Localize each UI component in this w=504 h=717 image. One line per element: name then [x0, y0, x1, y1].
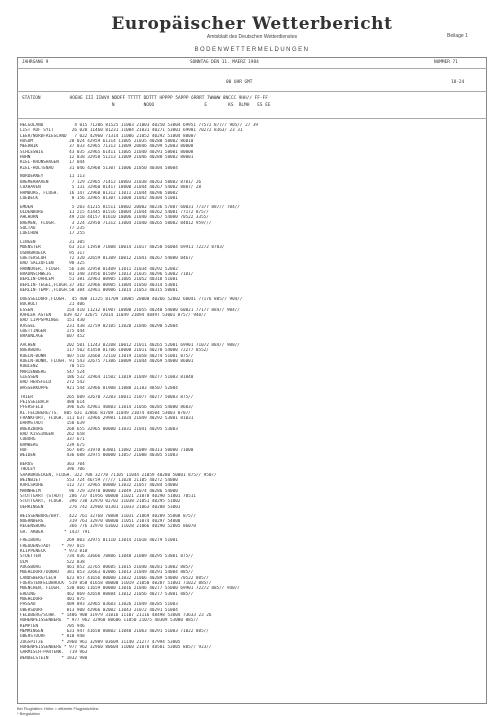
station-row: KARLSRUHE 112 727 32965 00000 11032 21057 40284 54000 — [20, 483, 178, 489]
station-row: BAD LIPPSPRINGE 151 430 — [20, 318, 85, 324]
station-row: LUECHOW 17 255 — [20, 231, 85, 237]
station-row: MUENCHEN, FLUGH. 530 866 11659 80000 11016 21046 40277 55000 69901 72272 885// 940// — [20, 586, 240, 592]
station-row: PFERSFELD 396 626 42961 40803 11014 21056 40285 54000 8603/ — [20, 405, 194, 411]
observation-time: 00 UHR GMT — [226, 80, 253, 85]
station-row: BOCHOLT 21 406 — [20, 302, 85, 308]
station-row: KLIPPENECK * 973 818 — [20, 548, 88, 554]
station-row: THOLEY 396 706 — [20, 467, 85, 473]
subtitle: Amtsblatt des Deutschen Wetterdienstes — [206, 34, 298, 40]
station-row: BRAUNLAGE 607 452 — [20, 334, 85, 340]
station-row: SCHLESWIG 43 035 32965 61411 11005 21040 40291 58001 80008 — [20, 149, 194, 155]
time-range: 18-24 — [451, 80, 465, 85]
station-row: MUEHLDORF/DONAU 381 853 32663 02006 11013 21049 40291 54004 885// — [20, 570, 194, 576]
station-row: KL.FELDBERG/TS. 805 631 32866 81709 11049 21074 48504 53003 8707/ — [20, 410, 191, 416]
station-row: BERLIN-TEMP.,FLUGH.50 384 32961 00906 11014 21053 40315 50001 — [20, 288, 178, 294]
station-row: FREIBURG 269 803 32975 01110 11014 21018 40279 51001 — [20, 538, 178, 544]
station-row: MEERWIK 37 033 42965 71313 11009 20046 40299 52003 80008 — [20, 144, 194, 150]
station-row: HOHENPEISSENBERG * 977 962 32960 80604 11060 21078 48501 53005 885// 923// — [20, 645, 212, 651]
station-row: NUERBURG 117 502 41458 81706 10008 21011 40270 54000 72277 8552/ — [20, 348, 209, 354]
station-row: KEMPTEN 705 946 — [20, 623, 85, 629]
station-row: ERDING 462 869 42658 80804 11012 21056 40277 53001 885// — [20, 591, 194, 597]
station-row: HOF 567 685 31978 03001 11082 21089 40313 50000 71000 — [20, 447, 194, 453]
column-header-line1: STATION HOEHE III IIWVV NDDFF TTTTT DDTTT HPPPP 5APPP 6RRRT 7WWWW 8NCCC 9HH// FF-FF — [22, 96, 268, 101]
station-row: STOETTEN 734 836 33666 70806 11048 21089 40295 53001 875// — [20, 554, 194, 560]
station-row: KOELN-BONN 407 510 32660 72110 11019 21058 40274 51001 875// — [20, 353, 194, 359]
station-row: LINGEN 31 305 — [20, 240, 85, 246]
station-row: SAARBRUECKEN, FLUGH. 322 708 32770 71105 11044 21059 40280 50001 875// 950// — [20, 472, 217, 478]
station-row: KOBLENZ 70 515 — [20, 364, 85, 370]
footnote-airport: Bei Flughäfen: Höhe = offizielle Flugplatzhöhe — [17, 706, 99, 711]
issue-number: NUMMER 71 — [434, 60, 458, 65]
station-row: OEHRINGEN 276 742 32960 01301 11033 21063 40288 53001 — [20, 504, 181, 510]
station-row: OBERSDORF 813 900 42966 02002 11043 21072 40291 51004 — [20, 607, 178, 613]
station-row: WEINBIET 553 724 46/59 ///// 11028 21105 40272 54000 — [20, 478, 178, 484]
station-row: GOETTINGEN 175 444 — [20, 328, 85, 334]
divider — [17, 91, 487, 92]
divider — [17, 68, 487, 69]
station-row: STUTTGART (STADT) 286 737 41956 00000 11021 21070 40290 51001 70511 — [20, 494, 196, 500]
station-row: MEMMINGEN 631 947 41650 80802 11040 21063 40291 51003 71022 885// — [20, 629, 209, 635]
station-row: NORDERNEY 11 113 — [20, 174, 85, 180]
station-row: CUXHAVEN 5 131 32960 81417 10000 21044 40267 54002 8807/ 28 — [20, 185, 202, 191]
station-row: WEIDEN 436 688 32975 00000 11057 21088 40305 51003 — [20, 453, 178, 459]
station-row: WUERZBURG 268 655 32965 00000 11031 21041 40295 53003 — [20, 426, 178, 432]
station-row: GARMISCH-PARTENK. 719 963 — [20, 650, 88, 656]
page-title: Europäischer Wetterbericht — [111, 14, 393, 34]
station-row: TRIER 265 609 32670 72203 10011 21077 40277 50003 875// — [20, 394, 194, 400]
station-row: KIEL-HOLTENAU 31 046 42960 51307 11006 21050 40304 58004 — [20, 165, 178, 171]
station-row: KIEL-KRONSHAGEN 17 044 — [20, 160, 85, 166]
station-row: FUERSTENFELDBRUCK 519 858 41658 80000 11019 21050 40287 51001 71022 885// — [20, 581, 212, 587]
beilage-label: Beilage 1 — [447, 33, 468, 39]
station-row: PEISSELBACH 480 614 — [20, 399, 85, 405]
station-row: LEER/NORDFRIESLAND 7 022 42960 71314 11006 21052 40292 51004 80007 — [20, 133, 196, 139]
station-row: BERLIN-DAHLEM 51 381 32963 00905 11005 21052 40318 51001 — [20, 277, 178, 283]
station-row: LUEBECK 8 156 32965 81307 11008 21042 40304 51001 — [20, 195, 178, 201]
station-row: BAD HERSFELD 272 542 — [20, 380, 85, 386]
station-row: HOHN 12 038 32958 51213 11009 21046 40288 58002 80001 — [20, 155, 194, 161]
station-row: BAD KISSINGEN 262 658 — [20, 431, 85, 437]
station-row: GR. ARBER * 1437 791 — [20, 529, 90, 535]
station-row: DARMSTADT 158 639 — [20, 421, 85, 427]
station-row: MUENSTER 63 313 11958 71808 10014 21017 40258 56004 69911 72272 8703/ — [20, 245, 225, 251]
station-table — [20, 123, 484, 661]
station-row: ULM 522 838 — [20, 559, 85, 565]
station-row: HAMBURG, FLUGH. 16 147 22960 01312 11011 21044 40296 58002 — [20, 190, 178, 196]
station-row: BERUS 363 704 — [20, 462, 85, 468]
station-row: BERLIN-TEGEL,FLUGH.37 382 32966 00905 11004 21050 40314 53001 — [20, 282, 178, 288]
station-row: LIST AUF SYLT 26 020 11460 81231 11004 21031 40271 53001 69901 70272 8363/ 23 31 — [20, 128, 243, 134]
station-row: AACHEN 202 501 11243 82208 10012 21011 40265 52001 69901 71072 884// 908// — [20, 343, 240, 349]
station-row: FREUDENSTADT * 797 815 — [20, 543, 85, 549]
station-row: AHLHORN 49 218 44157 81610 10006 21040 40267 54000 70522 3355/ — [20, 215, 209, 221]
station-row: REGENSBURG 366 776 32970 63602 11028 21066 40290 52005 86070 — [20, 524, 196, 530]
station-row: DUESSELDORF,FLUGH. 45 400 11225 81709 10005 20000 40266 52002 60041 77176 885// 904// — [20, 296, 243, 302]
column-header-line2: N NOOO E KS RLMH ES EE — [22, 103, 271, 108]
station-row: PASSAU 409 893 32965 03603 11026 21049 40285 51003 — [20, 602, 178, 608]
station-row: FRANKFURT, FLUGH. 111 637 32966 29901 11034 21049 40292 53001 81031 — [20, 415, 194, 421]
station-row: WENDELSTEIN * 1832 980 — [20, 655, 88, 661]
station-row: WEISSENBURG/BAY. 422 761 32768 70008 11031 21069 40289 55000 875// — [20, 513, 196, 519]
station-row: STUTTGART, FLUGH. 396 738 32970 02702 11038 21051 40295 51002 — [20, 499, 181, 505]
station-row: ESSEN 154 410 11212 81907 10000 21055 40240 54000 60021 77177 884// 904// — [20, 307, 240, 313]
station-row: BAD SALZUFLEN 98 325 — [20, 261, 85, 267]
section-title: BODENWETTERMELDUNGEN — [194, 47, 310, 53]
station-row: WASSERKUPPE 921 544 32966 01908 11080 21103 48507 52004 — [20, 385, 178, 391]
station-row: OSNABRUECK 95 317 — [20, 250, 85, 256]
station-row: HOHENPEISSENBERG * 977 962 32960 80606 11050 21075 40309 53000 885// — [20, 618, 199, 624]
station-row: BAMBERG 239 675 — [20, 442, 85, 448]
issue-date: SONNTAG DEN 11. MAERZ 1984 — [190, 60, 259, 65]
station-row: BREMEN, FLUGH. 3 224 32958 71312 11004 21040 40265 58002 84012 959/// — [20, 220, 212, 226]
station-row: MANNHEIM 96 729 32970 00000 11049 21074 40286 54000 — [20, 488, 178, 494]
station-row: BREMERHAVEN 7 129 22965 71412 10003 21038 40263 58002 8701/ 26 — [20, 179, 202, 185]
station-row: SOLTAU 77 235 — [20, 225, 85, 231]
jahrgang: JAHRGANG 9 — [22, 60, 49, 65]
station-row: KASSEL 231 438 32759 02105 11020 21046 40290 52004 — [20, 323, 178, 329]
station-row: HANNOVER, FLUGH. 56 338 32958 01409 11011 21034 40292 52002 — [20, 266, 178, 272]
station-row: ZUGSPITZE * 2960 961 32989 03609 11140 21277 47994 53005 — [20, 639, 181, 645]
station-row: OLDENBURG 11 215 41445 81516 10004 21044 40262 54001 77172 875// — [20, 209, 209, 215]
station-row: HUSUM 28 024 42959 61314 11005 21035 40280 58002 86010 — [20, 139, 194, 145]
station-row: HELGOLAND 4 015 71206 81525 11003 21003 40250 53004 69951 77572 877// 905// 27 39 — [20, 123, 258, 128]
divider — [17, 118, 487, 119]
station-row: EMDEN 5 203 41215 81511 10002 20002 40236 57007 60031 77377 887// 704// — [20, 204, 240, 210]
footnote-mountain: * Bergstation — [17, 711, 40, 716]
footnotes — [17, 706, 99, 716]
station-row: OBERSTDORF * 810 948 — [20, 634, 85, 640]
station-row: NUERNBERG 319 763 32970 00000 11051 21074 40297 54000 — [20, 518, 181, 524]
station-row: LANDSBERG/LECH 623 857 41656 80000 11032 21066 40289 54000 70522 885// — [20, 575, 209, 581]
station-row: GIESSEN 186 532 32964 11502 11019 21049 40277 51003 81040 — [20, 375, 194, 381]
station-row: KAHLER ASTEN 839 427 32675 72014 11049 21094 48497 53001 875// 940// — [20, 312, 207, 318]
station-row: AUGSBURG 461 852 32765 80605 11015 21040 40281 53002 885// — [20, 564, 194, 570]
station-row: MUEHLDORF 401 875 — [20, 597, 85, 603]
station-row: BRAUNSCHWEIG 81 348 31956 01509 11013 21035 40296 53002 7101/ — [20, 272, 194, 278]
station-row: COBURG 337 671 — [20, 437, 85, 443]
station-row: KOELN-BONN, FLUGH. 91 543 32675 71306 10009 21044 40269 54000 86001 — [20, 359, 194, 365]
station-row: GUETERSLOH 72 320 32659 81309 10012 21041 40267 54000 8467/ — [20, 256, 194, 262]
station-row: FELDBERG/SCHW. * 1486 908 31979 31016 11107 21116 48498 53004 73633 23 26 — [20, 613, 212, 619]
station-row: MARIENBERG 547 524 — [20, 369, 85, 375]
